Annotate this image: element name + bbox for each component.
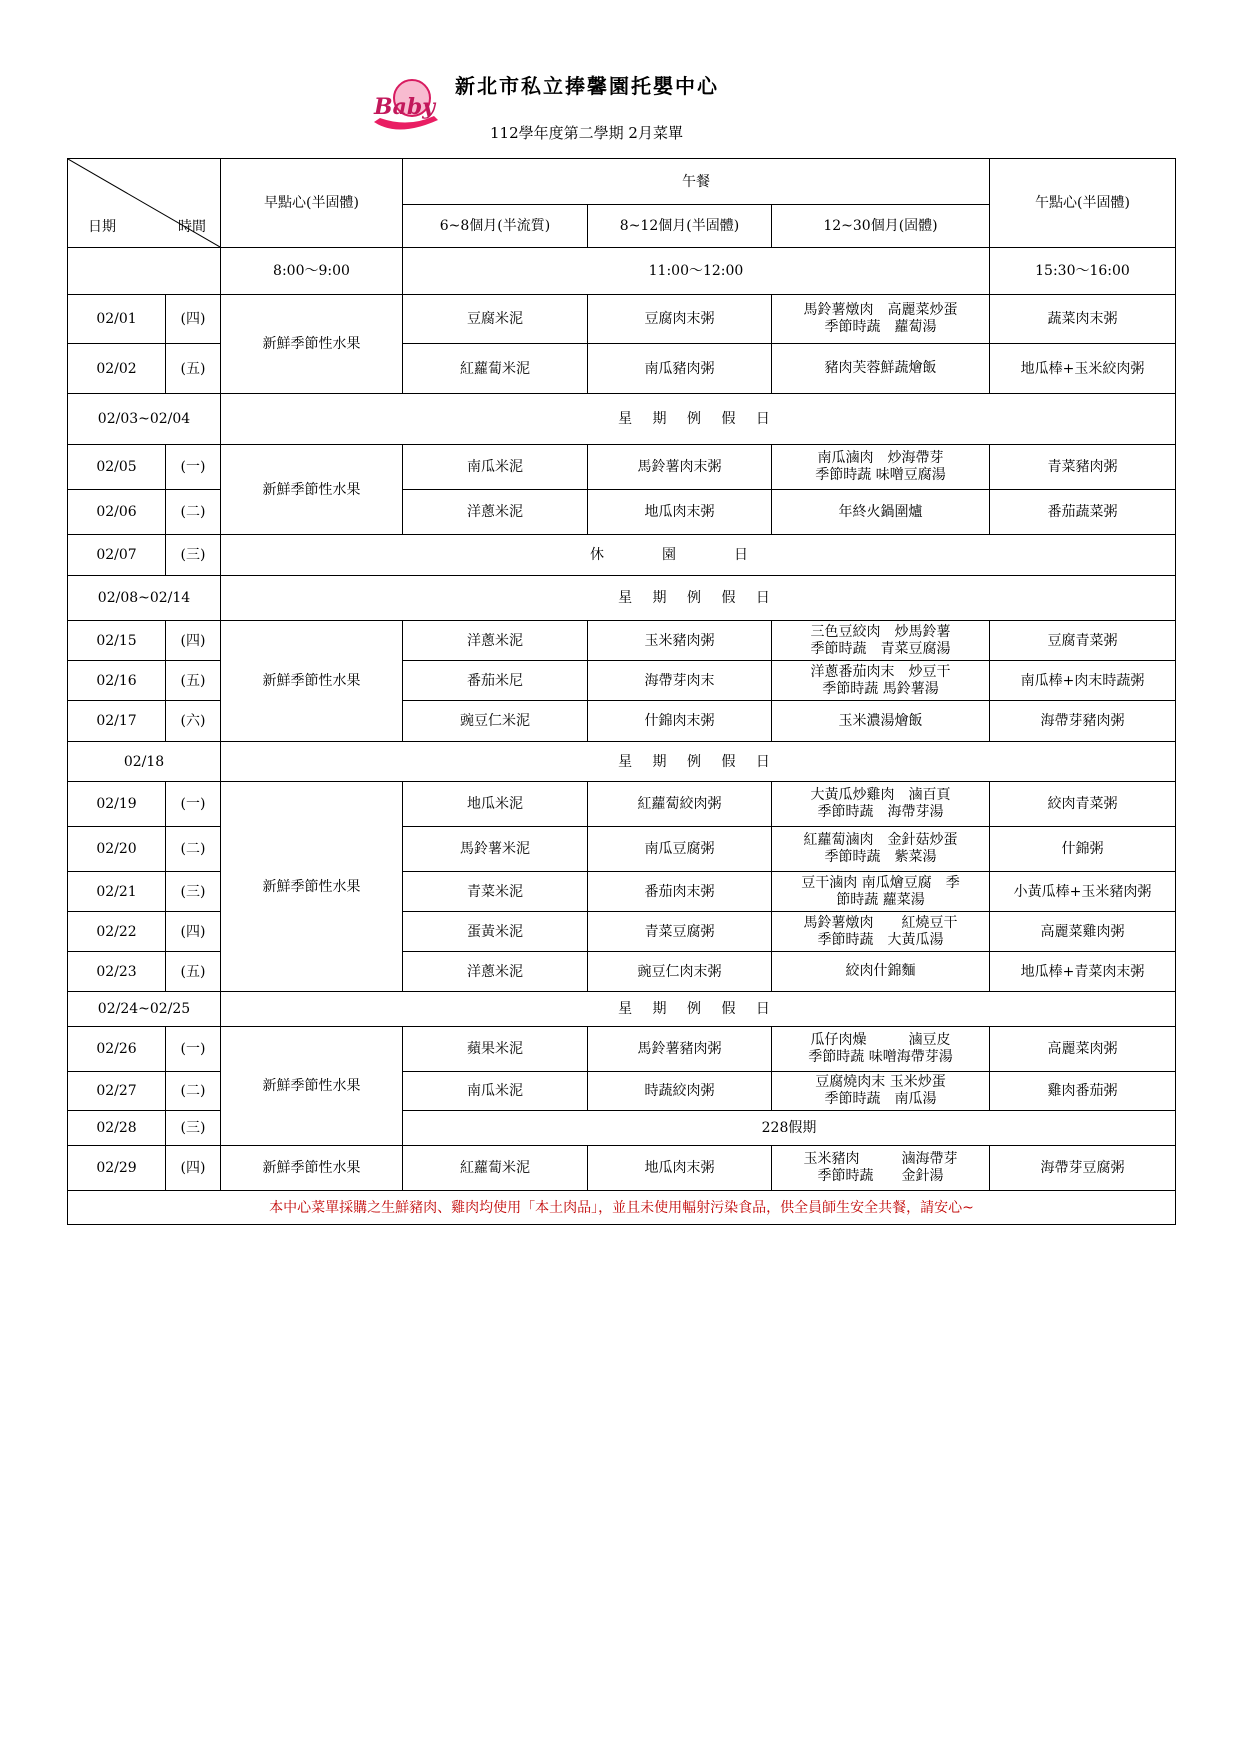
breakfast-time: 8:00～9:00 (221, 248, 403, 295)
lunch-6-8-cell: 蘋果米泥 (403, 1027, 588, 1072)
lunch-6-8-cell: 蛋黃米泥 (403, 912, 588, 952)
table-row (68, 621, 1176, 661)
dish-line: 瓜仔肉燥 滷豆皮 (810, 1032, 951, 1048)
lunch-8-12-cell: 馬鈴薯肉末粥 (588, 445, 772, 490)
holiday-cell: 228假期 (403, 1111, 1176, 1146)
table-row (68, 295, 1176, 344)
table-row (68, 394, 1176, 445)
lunch-12-30-cell (772, 490, 990, 535)
menu-table (67, 158, 1176, 1225)
table-row (68, 742, 1176, 782)
dish-line: 季節時蔬 味噌海帶芽湯 (808, 1049, 953, 1065)
breakfast-cell: 新鮮季節性水果 (221, 445, 403, 535)
lunch-6-8-cell: 豌豆仁米泥 (403, 701, 588, 742)
date-cell: 02/20 (68, 827, 166, 872)
dish-line: 南瓜滷肉 炒海帶芽 (817, 450, 944, 466)
breakfast-cell: 新鮮季節性水果 (221, 1146, 403, 1191)
lunch-time: 11:00～12:00 (403, 248, 990, 295)
weekend-cell: 星 期 例 假 日 (221, 394, 1176, 445)
lunch-6-8-cell: 南瓜米泥 (403, 445, 588, 490)
breakfast-cell: 新鮮季節性水果 (221, 295, 403, 394)
date-cell: 02/16 (68, 661, 166, 701)
date-cell: 02/07 (68, 535, 166, 576)
table-row (68, 535, 1176, 576)
lunch-6-8-cell: 洋蔥米泥 (403, 621, 588, 661)
day-cell: (三) (166, 872, 221, 912)
page-subtitle: 112學年度第二學期 2月菜單 (490, 124, 683, 142)
day-cell: (二) (166, 490, 221, 535)
dish-line: 馬鈴薯燉肉 紅燒豆干 (803, 914, 958, 931)
afternoon-cell: 青菜豬肉粥 (990, 445, 1176, 490)
afternoon-cell: 高麗菜雞肉粥 (990, 912, 1176, 952)
afternoon-cell: 絞肉青菜粥 (990, 782, 1176, 827)
lunch-8-12-cell: 青菜豆腐粥 (588, 912, 772, 952)
lunch-6-8-cell: 紅蘿蔔米泥 (403, 344, 588, 394)
lunch-6-8-cell: 南瓜米泥 (403, 1072, 588, 1111)
day-cell: (四) (166, 295, 221, 344)
lunch-8-12-cell: 時蔬絞肉粥 (588, 1072, 772, 1111)
date-cell: 02/27 (68, 1072, 166, 1111)
dish-line: 三色豆絞肉 炒馬鈴薯 (810, 623, 951, 640)
lunch-8-12-cell: 豆腐肉末粥 (588, 295, 772, 344)
lunch-8-12-cell: 什錦肉末粥 (588, 701, 772, 742)
weekend-cell: 星 期 例 假 日 (221, 992, 1176, 1027)
date-cell: 02/02 (68, 344, 166, 394)
dish-line: 豆干滷肉 南瓜燴豆腐 季 (801, 874, 960, 891)
dish-line: 年終火鍋圍爐 (838, 503, 923, 520)
afternoon-cell: 什錦粥 (990, 827, 1176, 872)
dish-line: 豬肉芙蓉鮮蔬燴飯 (824, 360, 937, 376)
lunch-header: 午餐 (403, 159, 990, 205)
logo-text: Baby (374, 94, 436, 120)
lunch-12-30-header: 12~30個月(固體) (772, 205, 990, 248)
afternoon-cell: 豆腐青菜粥 (990, 621, 1176, 661)
lunch-8-12-cell: 海帶芽肉末 (588, 661, 772, 701)
date-label: 日期 (88, 219, 116, 235)
lunch-8-12-cell: 紅蘿蔔絞肉粥 (588, 782, 772, 827)
day-cell: (六) (166, 701, 221, 742)
day-cell: (五) (166, 344, 221, 394)
day-cell: (五) (166, 661, 221, 701)
logo (368, 74, 448, 138)
header-corner (68, 159, 221, 248)
date-cell: 02/29 (68, 1146, 166, 1191)
date-cell: 02/03~02/04 (68, 394, 221, 445)
lunch-6-8-cell: 洋蔥米泥 (403, 490, 588, 535)
dish-line: 豆腐燒肉末 玉米炒蛋 (815, 1074, 946, 1090)
dish-line: 節時蔬 蘿菜湯 (836, 891, 925, 908)
lunch-8-12-cell: 馬鈴薯豬肉粥 (588, 1027, 772, 1072)
lunch-8-12-header: 8~12個月(半固體) (588, 205, 772, 248)
afternoon-cell: 蔬菜肉末粥 (990, 295, 1176, 344)
lunch-12-30-cell (772, 1146, 990, 1191)
lunch-6-8-header: 6~8個月(半流質) (403, 205, 588, 248)
afternoon-cell: 高麗菜肉粥 (990, 1027, 1176, 1072)
afternoon-cell: 海帶芽豆腐粥 (990, 1146, 1176, 1191)
lunch-6-8-cell: 馬鈴薯米泥 (403, 827, 588, 872)
lunch-12-30-cell (772, 782, 990, 827)
lunch-6-8-cell: 洋蔥米泥 (403, 952, 588, 992)
time-label: 時間 (178, 219, 206, 235)
lunch-12-30-cell (772, 445, 990, 490)
afternoon-cell: 南瓜棒+肉末時蔬粥 (990, 661, 1176, 701)
lunch-12-30-cell (772, 295, 990, 344)
dish-line: 絞肉什錦麵 (845, 963, 916, 979)
dish-line: 玉米豬肉 滷海帶芽 (803, 1151, 958, 1167)
lunch-12-30-cell (772, 1027, 990, 1072)
table-row (68, 445, 1176, 490)
lunch-12-30-cell (772, 701, 990, 742)
lunch-12-30-cell (772, 827, 990, 872)
afternoon-cell: 雞肉番茄粥 (990, 1072, 1176, 1111)
lunch-12-30-cell (772, 912, 990, 952)
date-cell: 02/06 (68, 490, 166, 535)
lunch-8-12-cell: 豌豆仁肉末粥 (588, 952, 772, 992)
date-cell: 02/17 (68, 701, 166, 742)
day-cell: (四) (166, 1146, 221, 1191)
dish-line: 玉米濃湯燴飯 (838, 712, 923, 729)
lunch-6-8-cell: 豆腐米泥 (403, 295, 588, 344)
dish-line: 季節時蔬 紫菜湯 (824, 849, 937, 865)
lunch-8-12-cell: 玉米豬肉粥 (588, 621, 772, 661)
day-cell: (三) (166, 535, 221, 576)
lunch-8-12-cell: 南瓜豬肉粥 (588, 344, 772, 394)
lunch-8-12-cell: 地瓜肉末粥 (588, 1146, 772, 1191)
lunch-8-12-cell: 地瓜肉末粥 (588, 490, 772, 535)
date-cell: 02/24~02/25 (68, 992, 221, 1027)
dish-line: 季節時蔬 馬鈴薯湯 (822, 680, 939, 697)
date-cell: 02/15 (68, 621, 166, 661)
afternoon-cell: 地瓜棒+玉米絞肉粥 (990, 344, 1176, 394)
lunch-6-8-cell: 青菜米泥 (403, 872, 588, 912)
footer-note: 本中心菜單採購之生鮮豬肉、雞肉均使用「本土肉品」，並且未使用輻射污染食品，供全員師生安全共餐，請安心~ (68, 1191, 1176, 1225)
day-cell: (二) (166, 827, 221, 872)
day-cell: (一) (166, 782, 221, 827)
breakfast-header: 早點心(半固體) (221, 159, 403, 248)
afternoon-cell: 小黃瓜棒+玉米豬肉粥 (990, 872, 1176, 912)
lunch-6-8-cell: 番茄米尼 (403, 661, 588, 701)
time-row-spacer (68, 248, 221, 295)
breakfast-cell: 新鮮季節性水果 (221, 782, 403, 992)
date-cell: 02/26 (68, 1027, 166, 1072)
day-cell: (四) (166, 912, 221, 952)
day-cell: (三) (166, 1111, 221, 1146)
dish-line: 季節時蔬 大黃瓜湯 (817, 931, 944, 948)
table-row (68, 576, 1176, 621)
lunch-6-8-cell: 地瓜米泥 (403, 782, 588, 827)
dish-line: 馬鈴薯燉肉 高麗菜炒蛋 (803, 302, 958, 318)
dish-line: 季節時蔬 味噌豆腐湯 (815, 467, 946, 483)
breakfast-cell: 新鮮季節性水果 (221, 1027, 403, 1146)
afternoon-time: 15:30～16:00 (990, 248, 1176, 295)
dish-line: 季節時蔬 金針湯 (817, 1168, 944, 1184)
weekend-cell: 星 期 例 假 日 (221, 576, 1176, 621)
day-cell: (四) (166, 621, 221, 661)
dish-line: 紅蘿蔔滷肉 金針菇炒蛋 (803, 832, 958, 848)
afternoon-cell: 海帶芽豬肉粥 (990, 701, 1176, 742)
date-cell: 02/22 (68, 912, 166, 952)
afternoon-cell: 番茄蔬菜粥 (990, 490, 1176, 535)
date-cell: 02/28 (68, 1111, 166, 1146)
dish-line: 洋蔥番茄肉末 炒豆干 (810, 663, 951, 680)
table-row (68, 992, 1176, 1027)
dish-line: 季節時蔬 蘿蔔湯 (824, 319, 937, 335)
dish-line: 大黃瓜炒雞肉 滷百頁 (810, 787, 951, 803)
date-cell: 02/21 (68, 872, 166, 912)
date-cell: 02/18 (68, 742, 221, 782)
lunch-12-30-cell (772, 661, 990, 701)
lunch-12-30-cell (772, 1072, 990, 1111)
lunch-8-12-cell: 番茄肉末粥 (588, 872, 772, 912)
day-cell: (二) (166, 1072, 221, 1111)
holiday-cell: 休園日 (221, 535, 1176, 576)
breakfast-cell: 新鮮季節性水果 (221, 621, 403, 742)
dish-line: 季節時蔬 青菜豆腐湯 (810, 640, 951, 657)
weekend-cell: 星 期 例 假 日 (221, 742, 1176, 782)
day-cell: (一) (166, 445, 221, 490)
table-row (68, 1146, 1176, 1191)
lunch-12-30-cell (772, 952, 990, 992)
lunch-8-12-cell: 南瓜豆腐粥 (588, 827, 772, 872)
table-row (68, 782, 1176, 827)
lunch-6-8-cell: 紅蘿蔔米泥 (403, 1146, 588, 1191)
table-row (68, 1027, 1176, 1072)
date-cell: 02/19 (68, 782, 166, 827)
dish-line: 季節時蔬 海帶芽湯 (817, 804, 944, 820)
afternoon-cell: 地瓜棒+青菜肉末粥 (990, 952, 1176, 992)
lunch-12-30-cell (772, 344, 990, 394)
date-cell: 02/23 (68, 952, 166, 992)
page-title: 新北市私立捧馨園托嬰中心 (455, 74, 719, 98)
day-cell: (一) (166, 1027, 221, 1072)
day-cell: (五) (166, 952, 221, 992)
date-cell: 02/01 (68, 295, 166, 344)
dish-line: 季節時蔬 南瓜湯 (824, 1091, 937, 1107)
date-cell: 02/08~02/14 (68, 576, 221, 621)
lunch-12-30-cell (772, 621, 990, 661)
afternoon-header: 午點心(半固體) (990, 159, 1176, 248)
lunch-12-30-cell (772, 872, 990, 912)
date-cell: 02/05 (68, 445, 166, 490)
